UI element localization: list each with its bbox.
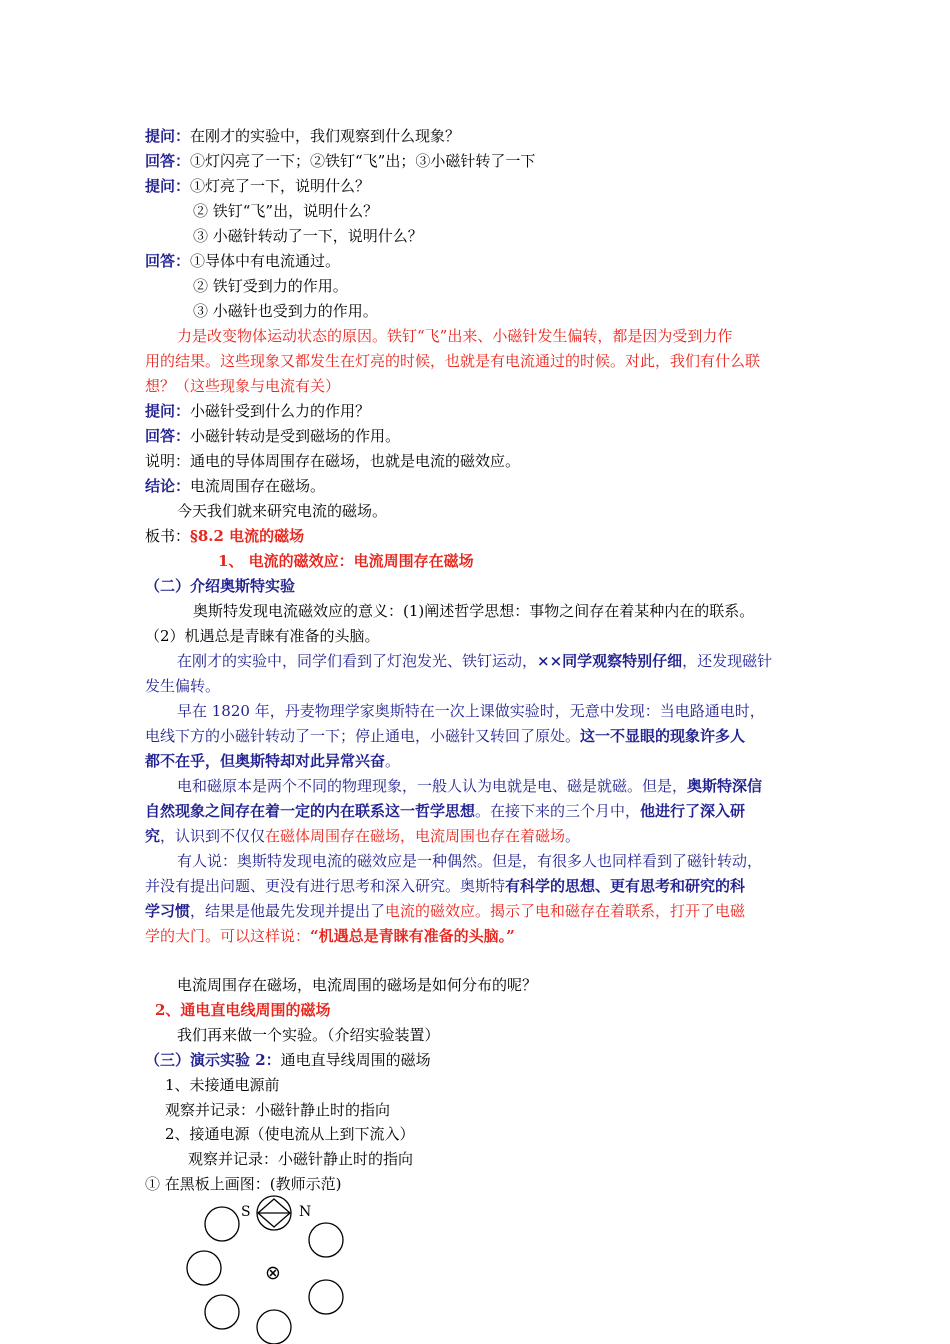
experiment-intro: 我们再来做一个实验。（介绍实验装置） [177,1026,440,1044]
paragraph-force-line3: 想？（这些现象与电流有关） [145,377,341,395]
answer-2-item-3: ③ 小磁针也受到力的作用。 [193,302,378,320]
explanation: 说明：通电的导体周围存在磁场，也就是电流的磁效应。 [145,452,521,470]
paragraph-force-line2: 用的结果。这些现象又都发生在灯亮的时候，也就是有电流通过的时候。对此，我们有什么联 [145,352,761,370]
paragraph-em-line1: 电和磁原本是两个不同的物理现象，一般人认为电就是电、磁是就磁。但是，奥斯特深信 [177,777,763,795]
board-drawing-instruction: ① 在黑板上画图：(教师示范) [145,1175,342,1193]
paragraph-chance-line2: 并没有提出问题、更没有进行思考和深入研究。奥斯特有科学的思想、更有思考和研究的科 [145,877,746,895]
compass-circle [205,1207,239,1241]
compass-circle [309,1223,343,1257]
question-3: 提问：小磁针受到什么力的作用？ [145,402,371,420]
compass-circle [205,1295,239,1329]
current-into-page-icon: ⊗ [265,1262,281,1284]
paragraph-chance-line3: 学习惯，结果是他最先发现并提出了电流的磁效应。揭示了电和磁存在着联系，打开了电磁 [145,902,746,920]
question-2-item-3: ③ 小磁针转动了一下，说明什么？ [193,227,423,245]
step-2-observe: 观察并记录：小磁针静止时的指向 [188,1150,414,1168]
heading-demo-2: （三）演示实验 2：通电直导线周围的磁场 [145,1051,431,1069]
conclusion: 结论：电流周围存在磁场。 [145,477,326,495]
paragraph-em-line3: 究，认识到不仅仅在磁体周围存在磁场，电流周围也存在着磁场。 [145,827,581,845]
answer-3: 回答：小磁针转动是受到磁场的作用。 [145,427,401,445]
answer-1: 回答：①灯闪亮了一下；②铁钉“飞”出；③小磁针转了一下 [145,152,536,170]
paragraph-force-line1: 力是改变物体运动状态的原因。铁钉“飞”出来、小磁针发生偏转，都是因为受到力作 [177,327,733,345]
answer-2: 回答：①导体中有电流通过。 [145,252,341,270]
heading-oersted: （二）介绍奥斯特实验 [145,577,296,595]
compass-circle [187,1251,221,1285]
question-2: 提问：①灯亮了一下，说明什么？ [145,177,371,195]
paragraph-1820-line3: 都不在乎，但奥斯特却对此异常兴奋。 [145,752,401,770]
paragraph-chance-line4: 学的大门。可以这样说：“机遇总是青睐有准备的头脑。” [145,927,515,945]
board-title: 板书：§8.2 电流的磁场 [145,527,305,545]
heading-magnetic-effect: 1、 电流的磁效应：电流周围存在磁场 [218,552,474,570]
paragraph-experiment-line1: 在刚才的实验中，同学们看到了灯泡发光、铁钉运动，××同学观察特别仔细，还发现磁针 [177,652,773,670]
paragraph-1820-line1: 早在 1820 年，丹麦物理学家奥斯特在一次上课做实验时，无意中发现：当电路通电时， [177,702,765,720]
paragraph-1820-line2: 电线下方的小磁针转动了一下；停止通电，小磁针又转回了原处。这一不显眼的现象许多人 [145,727,746,745]
step-2: 2、接通电源（使电流从上到下流入） [165,1125,415,1143]
compass-circle [309,1280,343,1314]
step-1: 1、未接通电源前 [165,1076,280,1094]
significance-line1: 奥斯特发现电流磁效应的意义：(1)阐述哲学思想：事物之间存在着某种内在的联系。 [193,602,755,620]
paragraph-em-line2: 自然现象之间存在着一定的内在联系这一哲学思想。在接下来的三个月中，他进行了深入研 [145,802,746,820]
north-label: N [299,1204,312,1220]
paragraph-experiment-line2: 发生偏转。 [145,677,221,695]
question-1: 提问：在刚才的实验中，我们观察到什么现象？ [145,127,461,145]
heading-straight-wire: 2、通电直电线周围的磁场 [155,1001,331,1019]
question-2-item-2: ② 铁钉“飞”出，说明什么？ [193,202,379,220]
answer-2-item-2: ② 铁钉受到力的作用。 [193,277,348,295]
significance-line2: （2）机遇总是青睐有准备的头脑。 [145,627,380,645]
paragraph-chance-line1: 有人说：奥斯特发现电流的磁效应是一种偶然。但是，有很多人也同样看到了磁针转动， [177,852,763,870]
question-distribution: 电流周围存在磁场，电流周围的磁场是如何分布的呢？ [177,976,538,994]
compass-circle [257,1310,291,1344]
today-topic: 今天我们就来研究电流的磁场。 [177,502,388,520]
step-1-observe: 观察并记录：小磁针静止时的指向 [165,1101,391,1119]
south-label: S [241,1204,251,1220]
